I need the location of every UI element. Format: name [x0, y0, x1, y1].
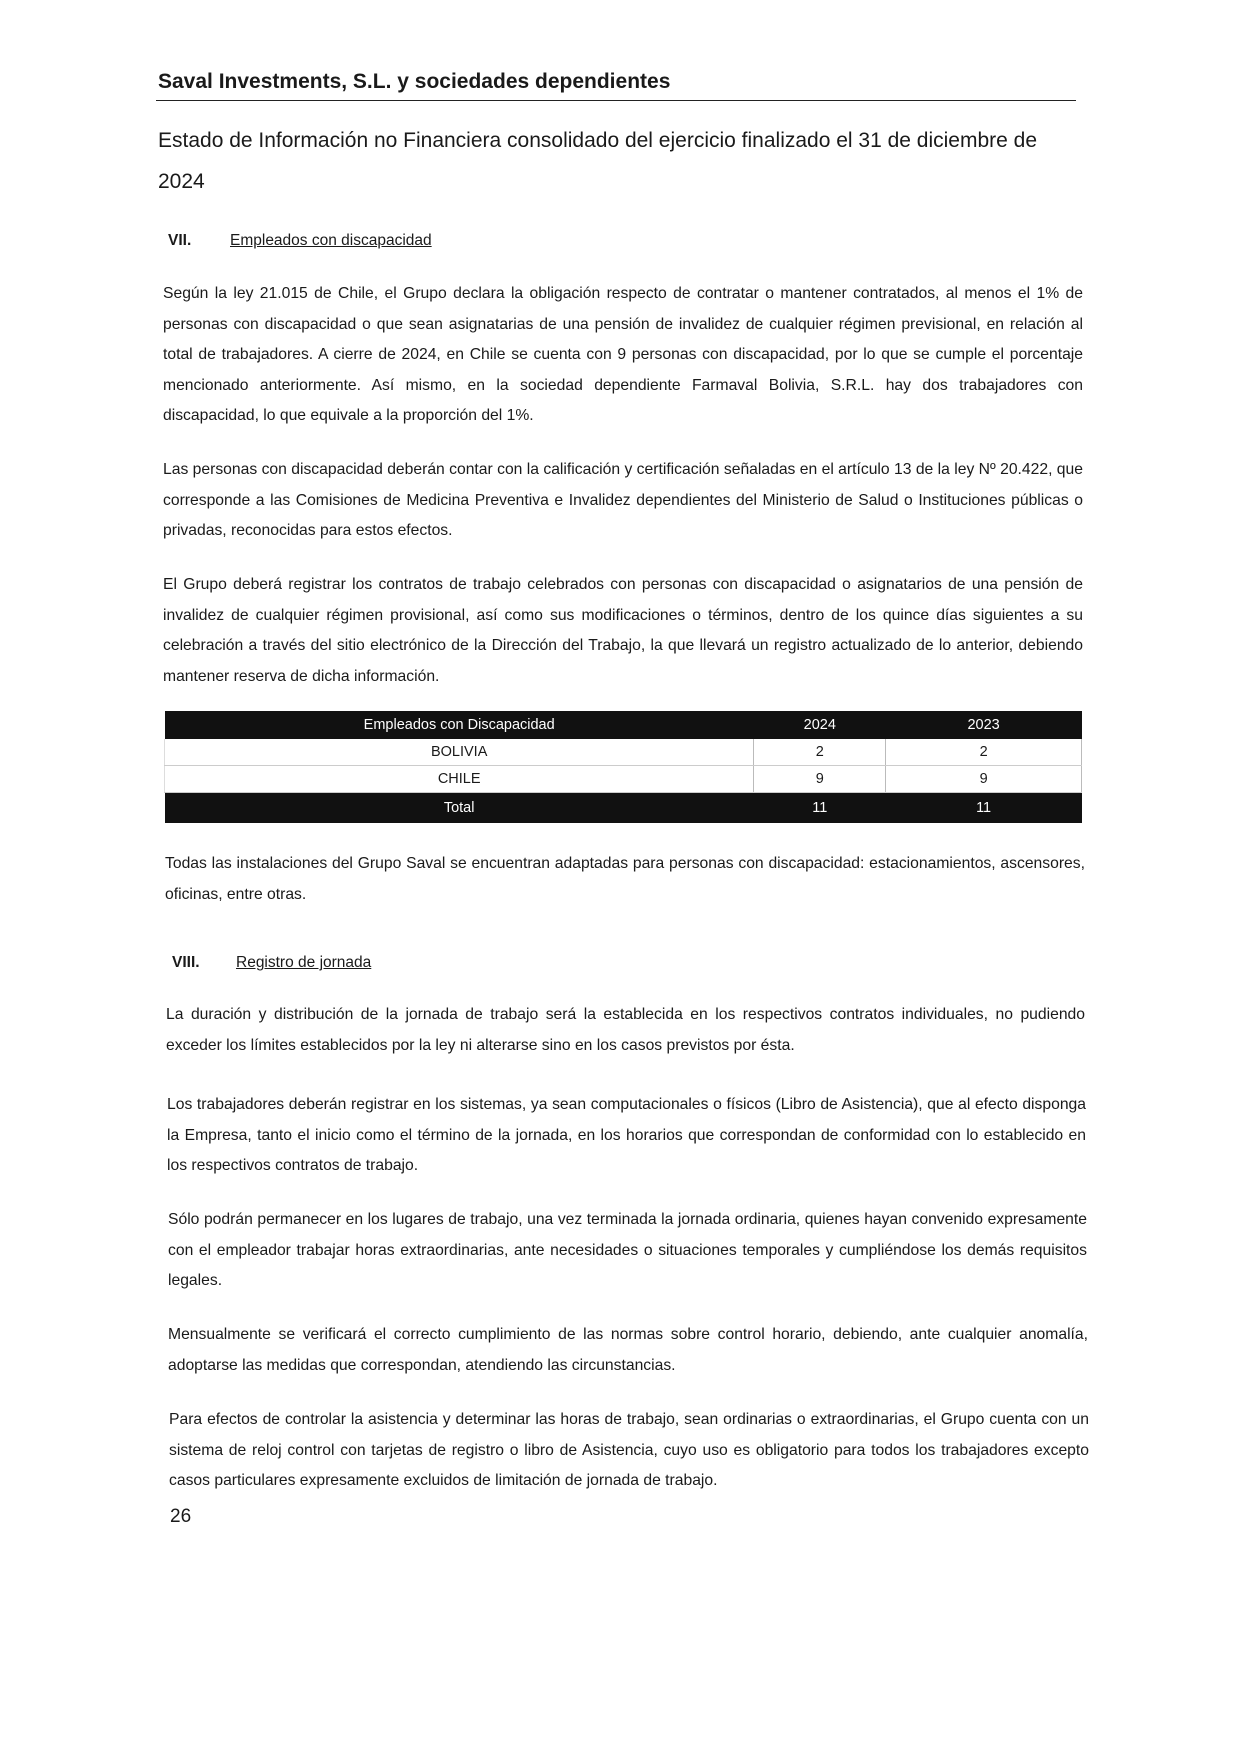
table-total-row — [165, 793, 1082, 824]
paragraph: Los trabajadores deberán registrar en los sistemas, ya sean computacionales o físicos (Libro de Asistencia), que al efecto disponga la Empresa, tanto el inicio como el término de la jornada, en los horarios que correspondan de conformidad con lo establecido en los respectivos contratos de trabajo. — [167, 1096, 1086, 1174]
cell-2023: 2 — [886, 739, 1082, 766]
paragraph: Las personas con discapacidad deberán contar con la calificación y certificación señaladas en el artículo 13 de la ley Nº 20.422, que corresponde a las Comisiones de Medicina Preventiva e Invalidez dependientes del Ministerio de Salud o Instituciones públicas o privadas, reconocidas para estos efectos. — [163, 461, 1083, 539]
header-cell: 2024 — [754, 711, 886, 739]
row-label: CHILE — [165, 766, 754, 793]
table-row — [165, 739, 1082, 766]
page-number: 26 — [170, 1506, 192, 1527]
paragraph: Sólo podrán permanecer en los lugares de trabajo, una vez terminada la jornada ordinaria, quienes hayan convenido expresamente con el empleador trabajar horas extraordinarias, ante necesidades o situaciones temporales y cumpliéndose los demás requisitos legales. — [168, 1211, 1087, 1289]
section-vii-heading — [168, 232, 432, 250]
cell-2024: 9 — [754, 766, 886, 793]
total-2024: 11 — [754, 793, 886, 824]
paragraph: Todas las instalaciones del Grupo Saval se encuentran adaptadas para personas con discapacidad: estacionamientos, ascensores, oficinas, entre otras. — [165, 855, 1085, 903]
section-title: Registro de jornada — [236, 954, 372, 971]
paragraph: Según la ley 21.015 de Chile, el Grupo declara la obligación respecto de contratar o mantener contratados, al menos el 1% de personas con discapacidad o que sean asignatarias de una pensión de invalidez de cualquier régimen previsional, en relación al total de trabajadores. A cierre de 2024, en Chile se cuenta con 9 personas con discapacidad, por lo que se cumple el porcentaje mencionado anteriormente. Así mismo, en la sociedad dependiente Farmaval Bolivia, S.R.L. hay dos trabajadores con discapacidad, lo que equivale a la proporción del 1%. — [163, 285, 1083, 424]
total-2023: 11 — [886, 793, 1082, 824]
paragraph: El Grupo deberá registrar los contratos de trabajo celebrados con personas con discapacidad o asignatarios de una pensión de invalidez de cualquier régimen provisional, así como sus modificaciones o términos, dentro de los quince días siguientes a su celebración a través del sitio electrónico de la Dirección del Trabajo, la que llevará un registro actualizado de lo anterior, debiendo mantener reserva de dicha información. — [163, 576, 1083, 685]
cell-2023: 9 — [886, 766, 1082, 793]
table-row — [165, 766, 1082, 793]
table-header-row — [165, 711, 1082, 739]
header-cell: Empleados con Discapacidad — [165, 711, 754, 739]
section-viii-heading — [172, 954, 371, 972]
paragraph: Mensualmente se verificará el correcto cumplimiento de las normas sobre control horario, debiendo, ante cualquier anomalía, adoptarse las medidas que correspondan, atendiendo las circunstancias. — [168, 1326, 1088, 1374]
section-title: Empleados con discapacidad — [230, 232, 432, 249]
paragraph: La duración y distribución de la jornada de trabajo será la establecida en los respectivos contratos individuales, no pudiendo exceder los límites establecidos por la ley ni alterarse sino en los casos previstos por ésta. — [166, 1006, 1085, 1054]
header-cell: 2023 — [886, 711, 1082, 739]
section-number: VIII. — [172, 954, 200, 971]
paragraph: Para efectos de controlar la asistencia y determinar las horas de trabajo, sean ordinarias o extraordinarias, el Grupo cuenta con un sistema de reloj control con tarjetas de registro o libro de Asistencia, cuyo uso es obligatorio para todos los trabajadores excepto casos particulares expresamente excluidos de limitación de jornada de trabajo. — [169, 1411, 1089, 1489]
disability-employees-table — [164, 711, 1082, 823]
row-label: BOLIVIA — [165, 739, 754, 766]
section-number: VII. — [168, 232, 192, 249]
report-title: Estado de Información no Financiera consolidado del ejercicio finalizado el 31 de diciembre de 2024 — [158, 129, 1038, 193]
header-rule — [156, 100, 1076, 101]
total-label: Total — [165, 793, 754, 824]
company-name: Saval Investments, S.L. y sociedades dependientes — [158, 70, 671, 93]
cell-2024: 2 — [754, 739, 886, 766]
